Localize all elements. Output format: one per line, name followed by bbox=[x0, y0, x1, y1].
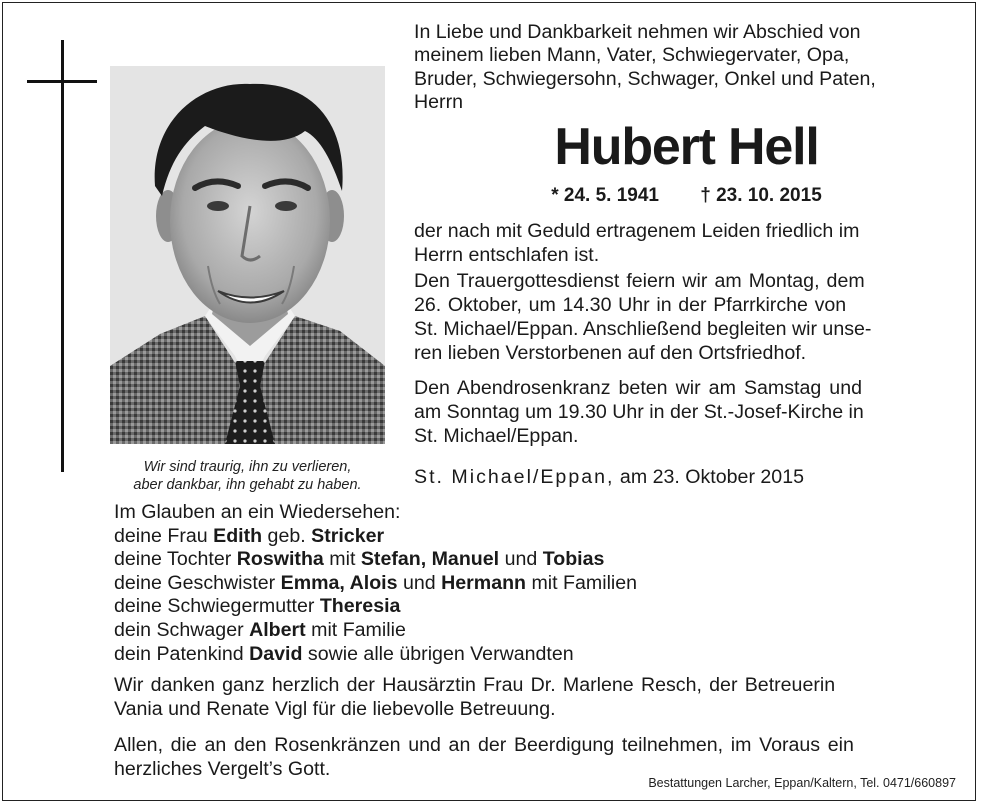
text-line: herzliches Vergelt’s Gott. bbox=[114, 758, 331, 780]
intro-text bbox=[414, 21, 959, 115]
date: am 23. Oktober 2015 bbox=[619, 466, 804, 488]
cross-vertical-bar bbox=[61, 40, 64, 472]
text-line: Den Abendrosenkranz beten wir am Samstag und bbox=[414, 377, 863, 399]
portrait-photo bbox=[110, 66, 385, 444]
place: St. Michael/Eppan, bbox=[414, 466, 615, 488]
death-date: † 23. 10. 2015 bbox=[700, 185, 822, 206]
life-dates bbox=[414, 185, 959, 207]
text-line: Herrn entschlafen ist. bbox=[414, 244, 600, 266]
text-line: St. Michael/Eppan. Anschließend begleiten wir unse- bbox=[414, 318, 872, 340]
mourner-siblings: deine Geschwister Emma, Alois und Hermann mit Familien bbox=[114, 571, 638, 594]
funeral-service-paragraph bbox=[414, 269, 959, 365]
mourner-brother-in-law: dein Schwager Albert mit Familie bbox=[114, 618, 406, 641]
passing-paragraph bbox=[414, 219, 959, 267]
caption-line: Wir sind traurig, ihn zu verlieren, bbox=[143, 459, 352, 475]
place-and-date bbox=[414, 466, 804, 489]
mourner-wife: deine Frau Edith geb. Stricker bbox=[114, 524, 385, 547]
text-line: Vania und Renate Vigl für die liebevolle Betreuung. bbox=[114, 698, 556, 720]
mourner-mother-in-law: deine Schwiegermutter Theresia bbox=[114, 595, 401, 618]
text-line: 26. Oktober, um 14.30 Uhr in der Pfarrkirche von bbox=[414, 294, 847, 316]
text-line: der nach mit Geduld ertragenem Leiden friedlich im bbox=[414, 220, 860, 242]
photo-caption bbox=[110, 458, 385, 494]
caption-line: aber dankbar, ihn gehabt zu haben. bbox=[133, 477, 362, 493]
birth-date: * 24. 5. 1941 bbox=[551, 185, 659, 206]
text-line: Allen, die an den Rosenkränzen und an der Beerdigung teilnehmen, im Voraus ein bbox=[114, 734, 854, 756]
mourner-godchild: dein Patenkind David sowie alle übrigen Verwandten bbox=[114, 642, 574, 665]
thanks-paragraph bbox=[114, 673, 954, 721]
intro-line: In Liebe und Dankbarkeit nehmen wir Abschied von bbox=[414, 21, 861, 43]
deceased-name: Hubert Hell bbox=[554, 118, 819, 176]
text-line: Wir danken ganz herzlich der Hausärztin Frau Dr. Marlene Resch, der Betreuerin bbox=[114, 674, 836, 696]
text-line: Den Trauergottesdienst feiern wir am Montag, dem bbox=[414, 270, 865, 292]
text-line: St. Michael/Eppan. bbox=[414, 425, 579, 447]
mourner-daughter: deine Tochter Roswitha mit Stefan, Manuel und Tobias bbox=[114, 548, 605, 571]
closing-paragraph bbox=[114, 733, 954, 781]
intro-line: Bruder, Schwiegersohn, Schwager, Onkel und Paten, bbox=[414, 67, 876, 90]
cross-horizontal-bar bbox=[27, 80, 97, 83]
intro-line: meinem lieben Mann, Vater, Schwiegervater, Opa, bbox=[414, 44, 850, 67]
intro-line: Herrn bbox=[414, 91, 463, 114]
rosary-paragraph bbox=[414, 376, 959, 448]
funeral-home-credit: Bestattungen Larcher, Eppan/Kaltern, Tel. 0471/660897 bbox=[648, 776, 956, 790]
text-line: am Sonntag um 19.30 Uhr in der St.-Josef-Kirche in bbox=[414, 401, 864, 423]
text-line: ren lieben Verstorbenen auf den Ortsfriedhof. bbox=[414, 342, 807, 364]
mourners-heading: Im Glauben an ein Wiedersehen: bbox=[114, 501, 401, 523]
mourners-list bbox=[114, 501, 637, 666]
